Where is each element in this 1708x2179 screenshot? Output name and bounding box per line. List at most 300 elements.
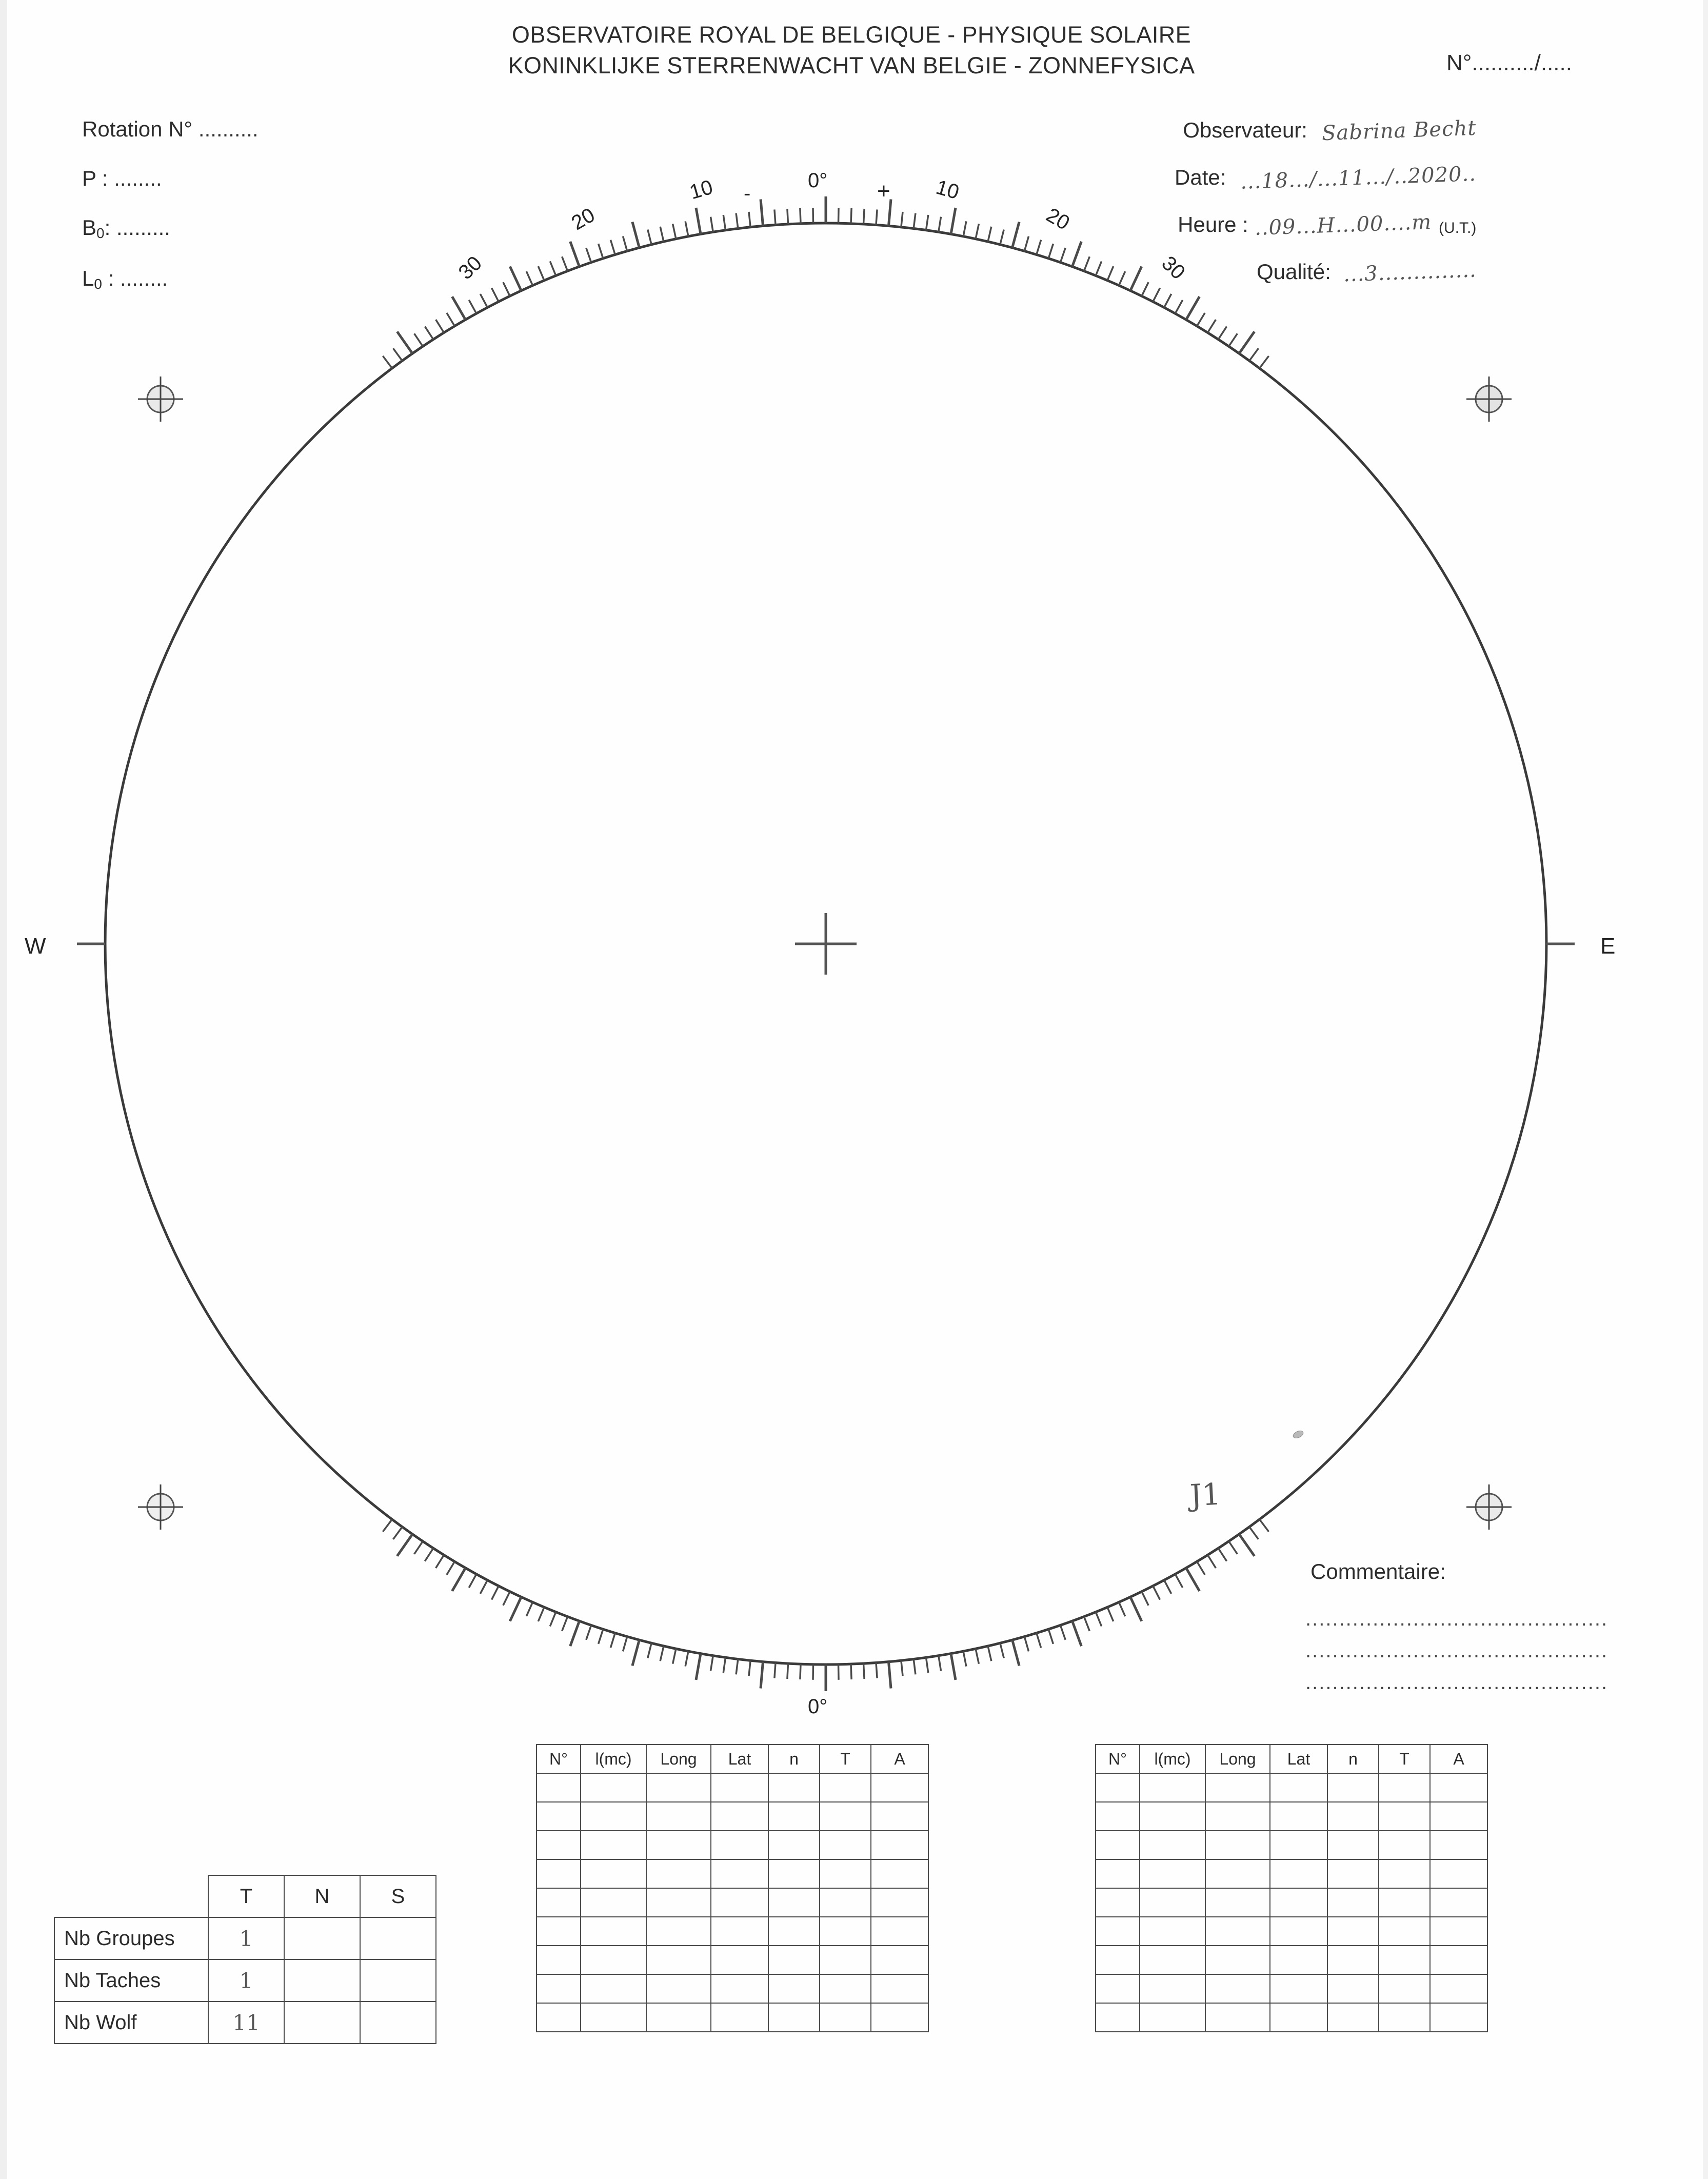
degree-tick xyxy=(951,208,956,234)
table-cell[interactable] xyxy=(871,1773,928,1802)
title-line-fr: OBSERVATOIRE ROYAL DE BELGIQUE - PHYSIQUE SOLAIRE xyxy=(511,22,1191,48)
table-cell[interactable] xyxy=(1205,1888,1270,1917)
table-cell[interactable] xyxy=(1430,1974,1487,2003)
table-cell[interactable] xyxy=(871,1859,928,1888)
table-cell[interactable] xyxy=(646,1859,711,1888)
degree-tick xyxy=(480,1580,487,1594)
table-cell[interactable] xyxy=(1430,1946,1487,1974)
field-b0-subscript: 0 xyxy=(96,225,105,241)
degree-tick xyxy=(383,1519,392,1532)
table-cell[interactable] xyxy=(1205,1773,1270,1802)
degree-tick xyxy=(749,1660,750,1676)
table-cell[interactable] xyxy=(1140,1859,1205,1888)
table-cell[interactable] xyxy=(711,1773,768,1802)
summary-value-s[interactable] xyxy=(360,1959,436,2002)
table-cell[interactable] xyxy=(871,1802,928,1831)
table-cell[interactable] xyxy=(1270,1946,1327,1974)
commentaire-lines[interactable] xyxy=(1305,1603,1608,1698)
field-b0-rest: : ......... xyxy=(104,215,170,240)
summary-value-t[interactable] xyxy=(208,1917,284,1959)
table-cell[interactable] xyxy=(1430,1859,1487,1888)
degree-tick xyxy=(1260,1519,1269,1532)
degree-tick xyxy=(976,1649,979,1663)
degree-tick xyxy=(685,1651,688,1666)
summary-header-row xyxy=(54,1875,436,1917)
table-cell[interactable] xyxy=(1205,1946,1270,1974)
commentaire-line-1[interactable]: ............................................. xyxy=(1305,1608,1608,1630)
table-cell[interactable] xyxy=(820,1831,871,1859)
date-label: Date: xyxy=(1175,165,1226,189)
degree-tick xyxy=(538,266,544,281)
table-row[interactable] xyxy=(1096,1831,1487,1859)
table-cell[interactable] xyxy=(1327,1859,1379,1888)
table-cell[interactable] xyxy=(820,2003,871,2032)
degree-tick xyxy=(901,212,903,227)
table-cell[interactable] xyxy=(1379,1859,1430,1888)
table-cell[interactable] xyxy=(1096,1974,1140,2003)
degree-tick xyxy=(436,320,444,332)
table-cell[interactable] xyxy=(768,1802,820,1831)
degree-tick xyxy=(864,1663,865,1679)
table-cell[interactable] xyxy=(1327,1802,1379,1831)
table-row[interactable] xyxy=(537,1773,928,1802)
table-cell[interactable] xyxy=(1096,1773,1140,1802)
degree-tick xyxy=(397,1534,412,1556)
table-cell[interactable] xyxy=(1205,1974,1270,2003)
degree-tick xyxy=(510,267,521,291)
degree-tick xyxy=(562,256,568,271)
degree-tick xyxy=(660,227,664,242)
table-cell[interactable] xyxy=(1205,1802,1270,1831)
table-row[interactable] xyxy=(537,1946,928,1974)
table-cell[interactable] xyxy=(1140,1831,1205,1859)
time-value: ..09...H...00....m xyxy=(1254,210,1432,241)
table-cell[interactable] xyxy=(537,1974,581,2003)
degree-tick xyxy=(1024,1637,1028,1652)
degree-tick xyxy=(393,1527,403,1539)
table-cell[interactable] xyxy=(646,1888,711,1917)
degree-tick xyxy=(414,333,423,346)
table-cell[interactable] xyxy=(1327,1917,1379,1946)
table-cell[interactable] xyxy=(1270,1773,1327,1802)
degree-tick xyxy=(901,1660,903,1676)
table-cell[interactable] xyxy=(1327,1888,1379,1917)
scan-edge-right xyxy=(1703,0,1708,2179)
degree-tick xyxy=(503,282,510,296)
bottom-degree-scale xyxy=(383,1519,1268,1691)
degree-tick xyxy=(685,221,688,236)
degree-tick xyxy=(774,1663,776,1678)
degree-tick xyxy=(393,348,403,361)
label-plus-top: + xyxy=(877,179,890,204)
table-cell[interactable] xyxy=(1140,1773,1205,1802)
table-cell[interactable] xyxy=(1327,1946,1379,1974)
degree-tick xyxy=(1142,1592,1148,1606)
summary-row-label: Nb Wolf xyxy=(54,2002,208,2044)
table-row[interactable] xyxy=(537,1831,928,1859)
table-row[interactable] xyxy=(1096,1859,1487,1888)
degree-tick xyxy=(1130,1597,1142,1621)
summary-row[interactable] xyxy=(54,1917,436,1959)
table-row[interactable] xyxy=(1096,1917,1487,1946)
table-cell[interactable] xyxy=(1327,2003,1379,2032)
degree-tick xyxy=(1186,296,1200,320)
summary-column-header: T xyxy=(208,1875,284,1917)
table-cell[interactable] xyxy=(1270,1831,1327,1859)
degree-tick xyxy=(749,212,750,227)
table-cell[interactable] xyxy=(820,1888,871,1917)
table-cell[interactable] xyxy=(581,1946,646,1974)
table-cell[interactable] xyxy=(1327,1831,1379,1859)
table-row[interactable] xyxy=(537,1859,928,1888)
table-cell[interactable] xyxy=(1270,1802,1327,1831)
table-row[interactable] xyxy=(537,1974,928,2003)
label-minus-top: - xyxy=(744,182,751,205)
handwritten-value: 1 xyxy=(239,1968,253,1993)
table-row[interactable] xyxy=(1096,1974,1487,2003)
column-header: N° xyxy=(537,1745,581,1773)
table-cell[interactable] xyxy=(1379,1946,1430,1974)
table-cell[interactable] xyxy=(537,1802,581,1831)
summary-row[interactable] xyxy=(54,1959,436,2002)
table-cell[interactable] xyxy=(820,1917,871,1946)
table-row[interactable] xyxy=(1096,2003,1487,2032)
table-cell[interactable] xyxy=(581,1859,646,1888)
summary-value-t[interactable] xyxy=(208,1959,284,2002)
degree-tick xyxy=(926,215,928,230)
degree-tick xyxy=(1186,1568,1200,1591)
table-cell[interactable] xyxy=(537,2003,581,2032)
degree-tick xyxy=(452,296,466,320)
commentaire-line-2[interactable]: ............................................. xyxy=(1305,1639,1608,1662)
table-cell[interactable] xyxy=(1096,1802,1140,1831)
column-header: N° xyxy=(1096,1745,1140,1773)
table-cell[interactable] xyxy=(1096,1831,1140,1859)
observer-value: Sabrina Becht xyxy=(1321,116,1477,146)
degree-tick xyxy=(1084,1617,1090,1631)
degree-tick xyxy=(711,217,713,232)
label-thirty-left-top: 30 xyxy=(454,251,487,284)
degree-tick xyxy=(570,242,580,267)
column-header: l(mc) xyxy=(581,1745,646,1773)
table-cell[interactable] xyxy=(711,1888,768,1917)
handwritten-value: 11 xyxy=(232,2010,260,2035)
degree-tick xyxy=(538,1607,544,1621)
table-cell[interactable] xyxy=(1140,1946,1205,1974)
table-cell[interactable] xyxy=(711,1859,768,1888)
degree-tick xyxy=(526,1602,532,1616)
degree-tick xyxy=(774,210,776,225)
table-cell[interactable] xyxy=(537,1917,581,1946)
table-cell[interactable] xyxy=(1096,1888,1140,1917)
table-cell[interactable] xyxy=(646,1946,711,1974)
degree-tick xyxy=(1000,230,1004,245)
summary-row-label: Nb Groupes xyxy=(54,1917,208,1959)
degree-tick xyxy=(761,200,763,226)
table-row[interactable] xyxy=(1096,1946,1487,1974)
degree-tick xyxy=(800,208,801,224)
degree-tick xyxy=(988,227,991,242)
table-cell[interactable] xyxy=(1327,1974,1379,2003)
summary-value-t[interactable] xyxy=(208,2002,284,2044)
degree-tick xyxy=(660,1646,664,1661)
table-cell[interactable] xyxy=(1270,1888,1327,1917)
summary-table[interactable] xyxy=(54,1875,436,2044)
degree-tick xyxy=(1119,1602,1125,1616)
table-cell[interactable] xyxy=(820,1859,871,1888)
summary-row[interactable] xyxy=(54,2002,436,2044)
degree-tick xyxy=(926,1657,928,1673)
degree-tick xyxy=(913,213,916,229)
table-cell[interactable] xyxy=(1430,2003,1487,2032)
table-cell[interactable] xyxy=(581,1888,646,1917)
table-row[interactable] xyxy=(537,2003,928,2032)
degree-tick xyxy=(1130,267,1142,291)
table-cell[interactable] xyxy=(871,1946,928,1974)
degree-tick xyxy=(1175,300,1183,313)
degree-tick xyxy=(503,1592,510,1606)
degree-tick xyxy=(1239,1534,1255,1556)
degree-tick xyxy=(761,1662,763,1689)
table-cell[interactable] xyxy=(581,1831,646,1859)
time-label: Heure : xyxy=(1178,212,1248,236)
table-cell[interactable] xyxy=(1430,1888,1487,1917)
degree-tick xyxy=(1084,256,1090,271)
observer-row[interactable] xyxy=(1175,116,1477,146)
table-cell[interactable] xyxy=(1430,1831,1487,1859)
table-cell[interactable] xyxy=(1205,1917,1270,1946)
table-cell[interactable] xyxy=(1140,2003,1205,2032)
table-cell[interactable] xyxy=(1096,1859,1140,1888)
table-cell[interactable] xyxy=(768,1946,820,1974)
table-cell[interactable] xyxy=(1430,1802,1487,1831)
table-cell[interactable] xyxy=(820,1802,871,1831)
degree-tick xyxy=(1048,1629,1053,1644)
table-cell[interactable] xyxy=(1270,1917,1327,1946)
table-cell[interactable] xyxy=(1140,1917,1205,1946)
table-cell[interactable] xyxy=(537,1773,581,1802)
table-cell[interactable] xyxy=(871,1917,928,1946)
table-cell[interactable] xyxy=(581,2003,646,2032)
table-cell[interactable] xyxy=(871,1974,928,2003)
table-cell[interactable] xyxy=(1205,1859,1270,1888)
degree-tick xyxy=(447,1561,455,1575)
table-cell[interactable] xyxy=(1205,2003,1270,2032)
degree-tick xyxy=(480,294,487,308)
summary-value-s[interactable] xyxy=(360,2002,436,2044)
table-row[interactable] xyxy=(1096,1773,1487,1802)
degree-tick xyxy=(889,1662,891,1689)
degree-tick xyxy=(1037,1633,1041,1648)
label-twenty-left-top: 20 xyxy=(567,203,599,235)
degree-tick xyxy=(1164,1580,1171,1594)
degree-tick xyxy=(1073,242,1082,267)
handwritten-value: 1 xyxy=(239,1926,253,1951)
degree-tick xyxy=(976,224,979,239)
table-cell[interactable] xyxy=(537,1888,581,1917)
table-cell[interactable] xyxy=(1379,1773,1430,1802)
degree-tick xyxy=(397,332,412,354)
table-cell[interactable] xyxy=(1379,1831,1430,1859)
table-cell[interactable] xyxy=(1327,1773,1379,1802)
degree-tick xyxy=(1208,1555,1216,1568)
degree-tick xyxy=(526,271,532,285)
degree-tick xyxy=(425,1548,433,1561)
degree-tick xyxy=(1249,348,1259,361)
degree-tick xyxy=(425,327,433,340)
table-cell[interactable] xyxy=(537,1831,581,1859)
table-cell[interactable] xyxy=(1430,1773,1487,1802)
table-cell[interactable] xyxy=(1270,1859,1327,1888)
field-p[interactable]: P : ........ xyxy=(82,166,162,190)
column-header: T xyxy=(820,1745,871,1773)
table-cell[interactable] xyxy=(1379,2003,1430,2032)
table-cell[interactable] xyxy=(768,1831,820,1859)
table-row[interactable] xyxy=(1096,1802,1487,1831)
degree-tick xyxy=(939,217,941,232)
summary-value-n[interactable] xyxy=(284,2002,360,2044)
field-b0-label: B xyxy=(82,215,97,240)
observer-label: Observateur: xyxy=(1183,118,1307,142)
table-cell[interactable] xyxy=(820,1946,871,1974)
degree-tick xyxy=(414,1541,423,1554)
commentaire-line-3[interactable]: ............................................. xyxy=(1305,1671,1608,1694)
degree-tick xyxy=(492,288,499,302)
table-cell[interactable] xyxy=(646,1802,711,1831)
table-cell[interactable] xyxy=(1140,1802,1205,1831)
time-unit: (U.T.) xyxy=(1439,220,1477,236)
degree-tick xyxy=(723,1657,725,1673)
column-header: Lat xyxy=(711,1745,768,1773)
table-cell[interactable] xyxy=(1270,2003,1327,2032)
degree-tick xyxy=(586,1626,591,1640)
degree-tick xyxy=(1119,271,1125,285)
label-zero-bottom: 0° xyxy=(808,1695,828,1718)
table-row[interactable] xyxy=(537,1888,928,1917)
degree-tick xyxy=(1249,1527,1259,1539)
table-cell[interactable] xyxy=(1096,1917,1140,1946)
degree-tick xyxy=(1229,333,1238,346)
table-cell[interactable] xyxy=(871,1831,928,1859)
degree-tick xyxy=(864,209,865,224)
summary-column-header: S xyxy=(360,1875,436,1917)
table-cell[interactable] xyxy=(820,1974,871,2003)
table-cell[interactable] xyxy=(768,2003,820,2032)
table-cell[interactable] xyxy=(871,1888,928,1917)
summary-value-n[interactable] xyxy=(284,1959,360,2002)
degree-tick xyxy=(723,215,725,230)
label-ten-right-top: 10 xyxy=(933,175,962,204)
table-cell[interactable] xyxy=(1270,1974,1327,2003)
degree-tick xyxy=(1048,244,1053,259)
table-cell[interactable] xyxy=(711,1974,768,2003)
date-value: ...18.../...11.../..2020.. xyxy=(1240,162,1477,194)
degree-tick xyxy=(599,244,603,259)
table-cell[interactable] xyxy=(1379,1917,1430,1946)
table-cell[interactable] xyxy=(1096,2003,1140,2032)
table-cell[interactable] xyxy=(581,1917,646,1946)
sheet-number-field[interactable]: N°........../..... xyxy=(1446,50,1572,75)
table-cell[interactable] xyxy=(537,1859,581,1888)
table-header-row xyxy=(1096,1745,1487,1773)
table-cell[interactable] xyxy=(646,2003,711,2032)
degree-tick xyxy=(623,236,627,251)
table-cell[interactable] xyxy=(646,1773,711,1802)
table-cell[interactable] xyxy=(1379,1802,1430,1831)
table-cell[interactable] xyxy=(711,1802,768,1831)
table-row[interactable] xyxy=(1096,1888,1487,1917)
degree-tick xyxy=(1229,1541,1238,1554)
degree-tick xyxy=(1164,294,1171,308)
table-cell[interactable] xyxy=(768,1859,820,1888)
column-header: A xyxy=(871,1745,928,1773)
degree-tick xyxy=(586,248,591,262)
summary-value-n[interactable] xyxy=(284,1917,360,1959)
degree-tick xyxy=(610,240,615,255)
degree-tick xyxy=(469,300,476,313)
degree-tick xyxy=(1012,222,1020,248)
table-cell[interactable] xyxy=(646,1917,711,1946)
summary-row-label: Nb Taches xyxy=(54,1959,208,2002)
table-cell[interactable] xyxy=(1205,1831,1270,1859)
table-cell[interactable] xyxy=(1096,1946,1140,1974)
table-cell[interactable] xyxy=(711,1831,768,1859)
summary-value-s[interactable] xyxy=(360,1917,436,1959)
table-cell[interactable] xyxy=(711,1946,768,1974)
table-cell[interactable] xyxy=(1140,1974,1205,2003)
solar-disc-drawing-area[interactable] xyxy=(77,154,1575,1734)
table-cell[interactable] xyxy=(646,1831,711,1859)
label-thirty-right-top: 30 xyxy=(1157,251,1189,284)
degree-tick xyxy=(1260,356,1269,368)
degree-tick xyxy=(1073,1621,1082,1646)
degree-tick xyxy=(492,1586,499,1600)
table-cell[interactable] xyxy=(768,1974,820,2003)
table-row[interactable] xyxy=(537,1917,928,1946)
table-cell[interactable] xyxy=(1379,1974,1430,2003)
degree-tick xyxy=(800,1664,801,1679)
degree-tick xyxy=(876,210,877,225)
page-title xyxy=(374,19,1328,82)
table-cell[interactable] xyxy=(537,1946,581,1974)
table-cell[interactable] xyxy=(711,1917,768,1946)
table-cell[interactable] xyxy=(646,1974,711,2003)
degree-tick xyxy=(1218,1548,1226,1561)
table-cell[interactable] xyxy=(768,1917,820,1946)
degree-tick xyxy=(1197,313,1205,326)
table-cell[interactable] xyxy=(768,1773,820,1802)
degree-tick xyxy=(696,1654,701,1680)
column-header: Long xyxy=(646,1745,711,1773)
quality-label: Qualité: xyxy=(1257,260,1331,284)
table-cell[interactable] xyxy=(1379,1888,1430,1917)
spot-table-left[interactable] xyxy=(536,1744,929,2032)
table-row[interactable] xyxy=(537,1802,928,1831)
table-cell[interactable] xyxy=(768,1888,820,1917)
table-cell[interactable] xyxy=(581,1773,646,1802)
table-cell[interactable] xyxy=(820,1773,871,1802)
degree-tick xyxy=(648,1643,651,1658)
table-cell[interactable] xyxy=(581,1974,646,2003)
table-cell[interactable] xyxy=(1430,1917,1487,1946)
table-cell[interactable] xyxy=(711,2003,768,2032)
degree-tick xyxy=(1107,1607,1114,1621)
spot-table-right[interactable] xyxy=(1095,1744,1488,2032)
table-cell[interactable] xyxy=(581,1802,646,1831)
field-rotation[interactable]: Rotation N° .......... xyxy=(82,117,259,141)
table-cell[interactable] xyxy=(1140,1888,1205,1917)
table-cell[interactable] xyxy=(871,2003,928,2032)
